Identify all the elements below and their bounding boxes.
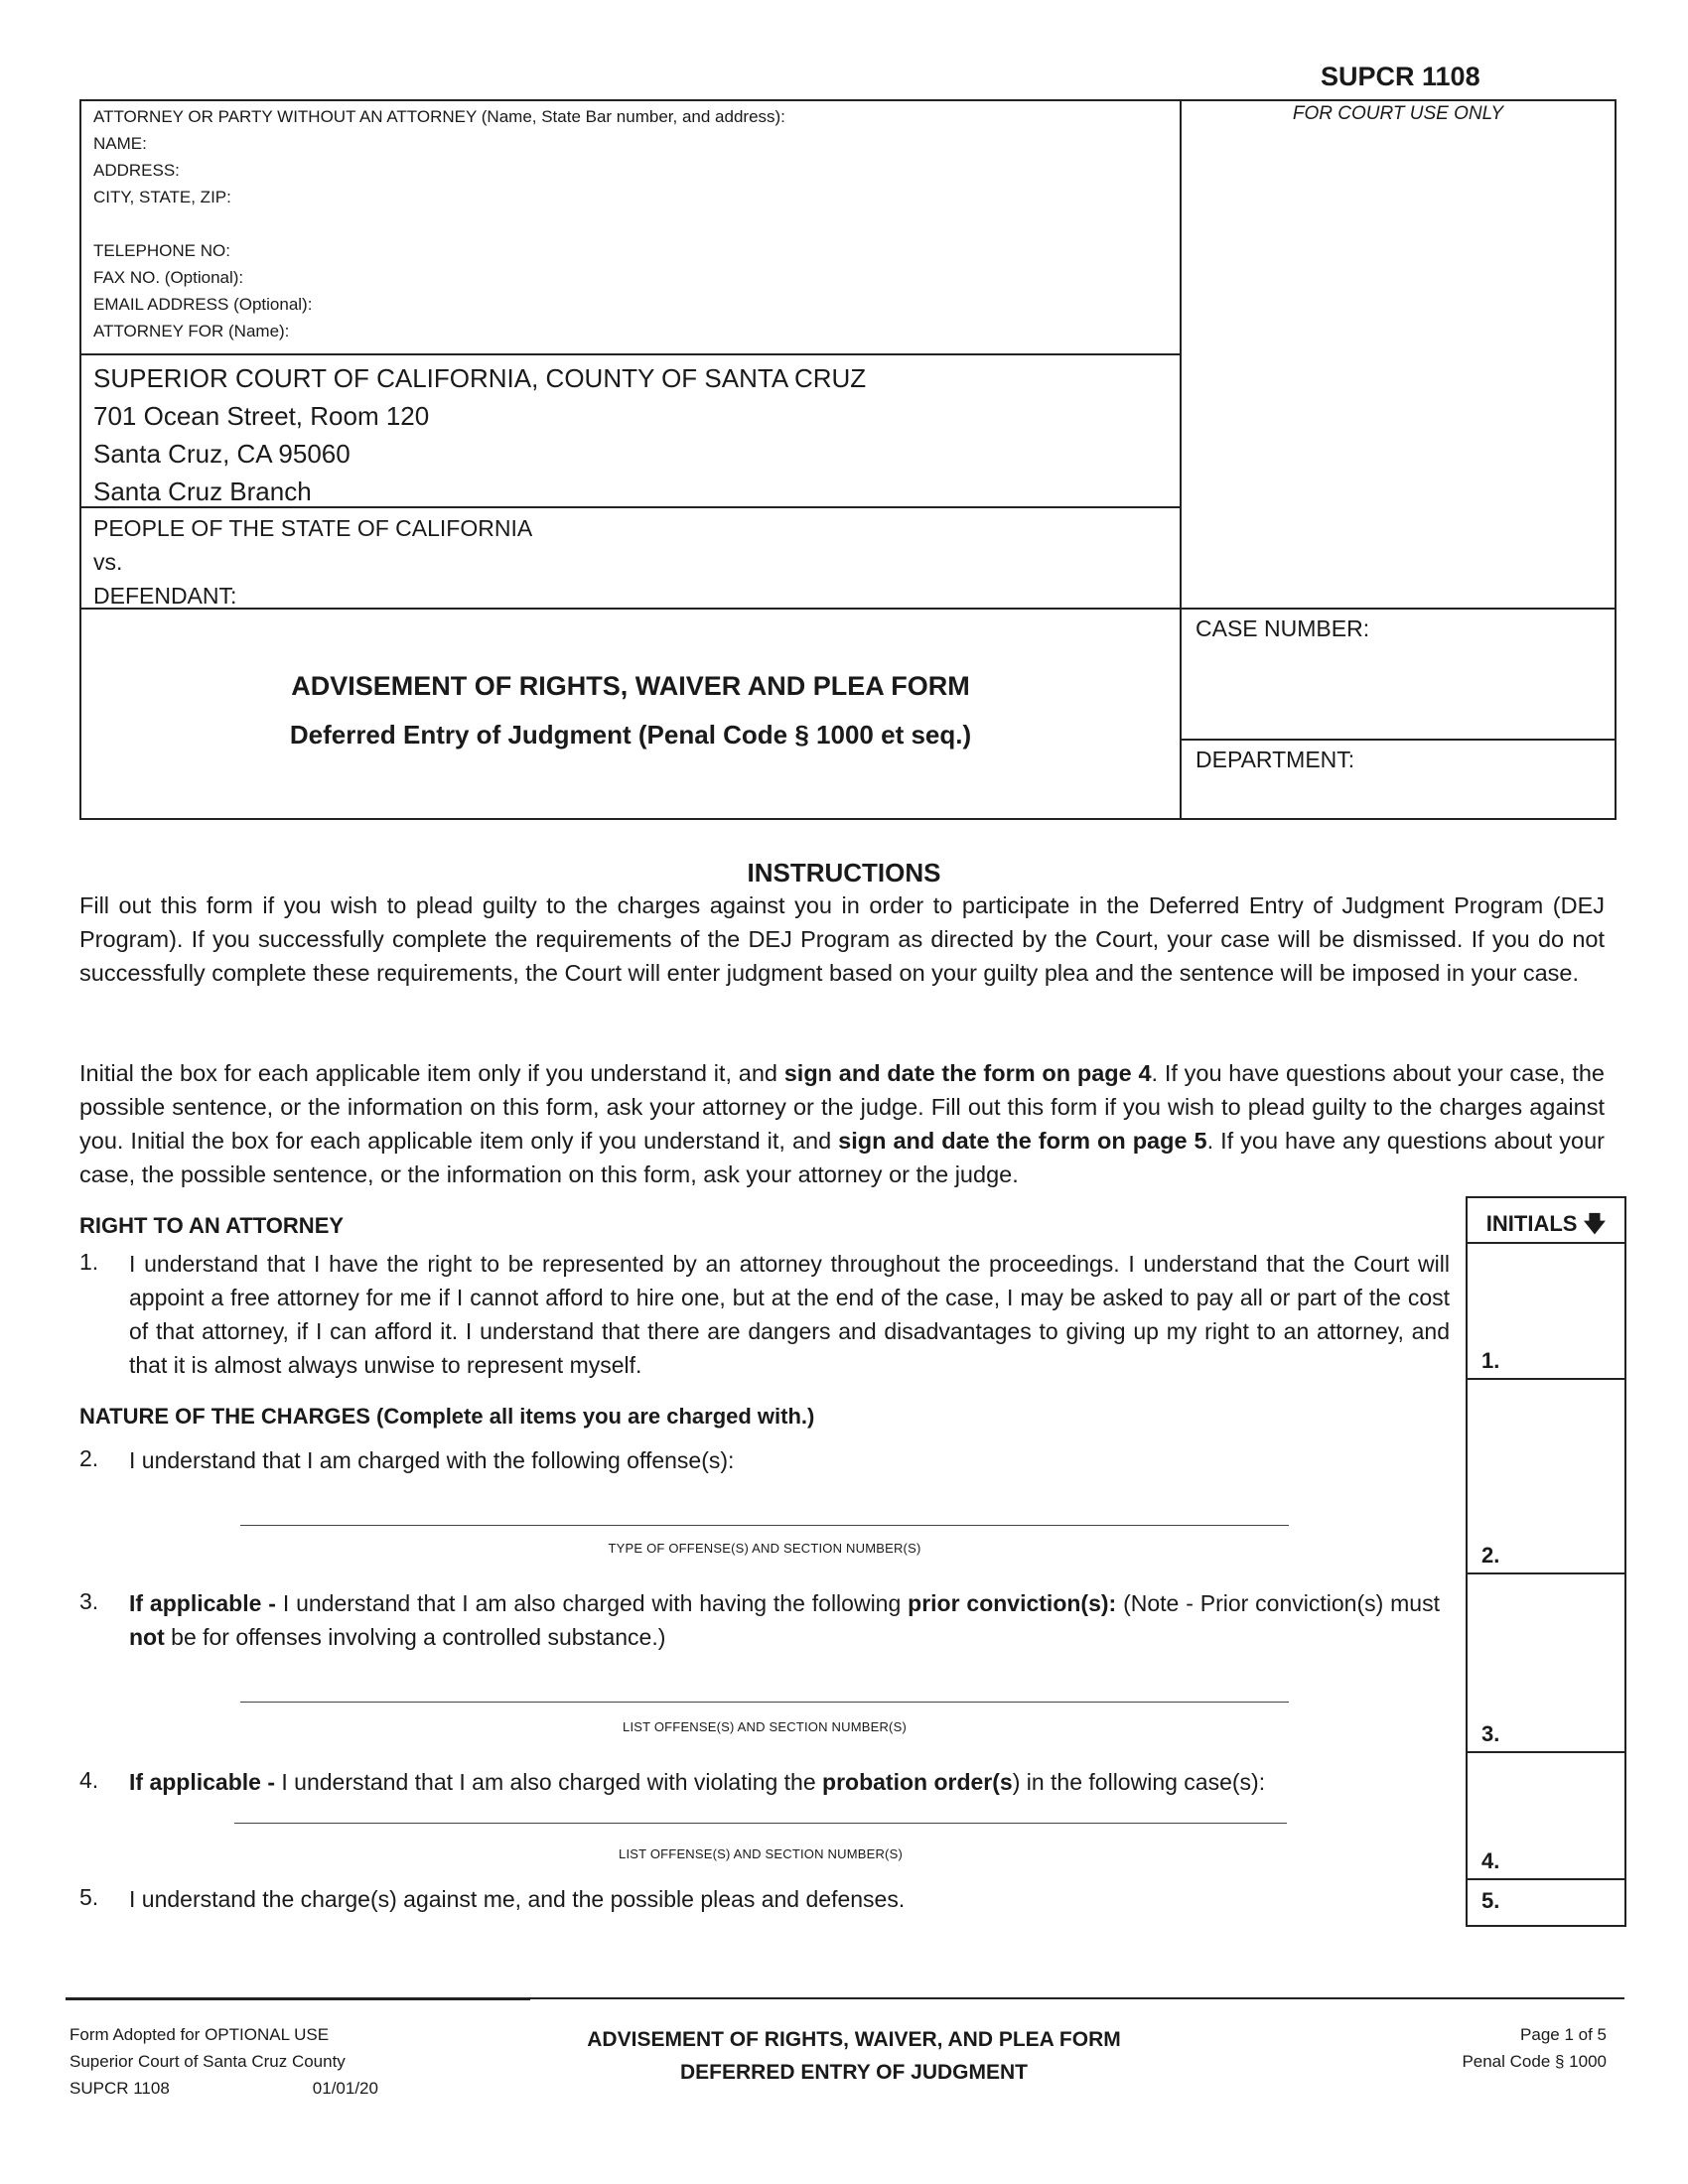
item-1-text: I understand that I have the right to be represented by an attorney throughout the proceedings. I understand that the Court will appoint a free attorney for me if I cannot afford to hire one, but at the end of the case, I may be asked to pay all or part of the cost of that attorney, if I can afford it. I understand that there are dangers and disadvantages to giving up my right to an attorney, and that it is almost always unwise to represent myself. [129, 1251, 1450, 1378]
initials-box-3[interactable]: 3. [1481, 1721, 1500, 1746]
attorney-block [93, 103, 785, 344]
item-number-3: 3. [79, 1588, 99, 1614]
form-number: SUPCR 1108 [1321, 62, 1480, 91]
item-number-4: 4. [79, 1767, 99, 1793]
attorney-email-field[interactable]: EMAIL ADDRESS (Optional): [93, 295, 313, 314]
initials-rule [1466, 1572, 1626, 1574]
attorney-city-field[interactable]: CITY, STATE, ZIP: [93, 188, 231, 206]
item-3-text: If applicable - I understand that I am also charged with having the following prior conviction(s): (Note - Prior conviction(s) must not be for offenses involving a controlled substance.) [129, 1590, 1440, 1650]
item-4-line-label: LIST OFFENSE(S) AND SECTION NUMBER(S) [619, 1846, 903, 1861]
item-5-text: I understand the charge(s) against me, and the possible pleas and defenses. [129, 1886, 906, 1912]
item-4-text: If applicable - I understand that I am also charged with violating the probation order(s) in the following case(s): [129, 1769, 1266, 1795]
court-name: SUPERIOR COURT OF CALIFORNIA, COUNTY OF SANTA CRUZ [93, 363, 867, 393]
case-number-field[interactable]: CASE NUMBER: [1196, 615, 1370, 641]
footer-center [516, 2023, 1192, 2089]
instructions-paragraph-2: Initial the box for each applicable item only if you understand it, and sign and date the form on page 4. If you have questions about your case, the possible sentence, or the information on this form, ask your attorney or the judge. Fill out this form if you wish to plead guilty to the charges against you. Initial the box for each applicable item only if you understand it, and sign and date the form on page 5. If you have any questions about your case, the possible sentence, or the information on this form, ask your attorney or the judge. [79, 1060, 1606, 1187]
instructions-heading: INSTRUCTIONS [747, 858, 941, 887]
arrow-down-icon: 🡇 [1583, 1211, 1607, 1236]
court-use-only-label: FOR COURT USE ONLY [1292, 103, 1504, 124]
footer-page-number: Page 1 of 5 [1520, 2025, 1607, 2044]
footer-court: Superior Court of Santa Cruz County [70, 2052, 346, 2071]
footer-rule-left [66, 1997, 530, 2000]
form-subtitle: Deferred Entry of Judgment (Penal Code § 1000 et seq.) [289, 720, 972, 750]
attorney-for-field[interactable]: ATTORNEY FOR (Name): [93, 322, 290, 341]
initials-box-5[interactable]: 5. [1481, 1888, 1500, 1913]
court-street: 701 Ocean Street, Room 120 [93, 401, 430, 431]
department-field[interactable]: DEPARTMENT: [1196, 747, 1355, 772]
initials-box-4[interactable]: 4. [1481, 1848, 1500, 1873]
footer-title-1: ADVISEMENT OF RIGHTS, WAIVER, AND PLEA FORM [587, 2028, 1121, 2051]
footer-left [70, 2021, 378, 2102]
footer-right [1370, 2021, 1607, 2075]
plaintiff: PEOPLE OF THE STATE OF CALIFORNIA [93, 515, 533, 541]
item-2-text: I understand that I am charged with the following offense(s): [129, 1447, 735, 1473]
court-info [93, 359, 866, 510]
footer-adopted: Form Adopted for OPTIONAL USE [70, 2025, 330, 2044]
instructions-paragraph-1: Fill out this form if you wish to plead guilty to the charges against you in order to participate in the Deferred Entry of Judgment Program (DEJ Program). If you successfully complete the requirements of the DEJ Program as directed by the Court, your case will be dismissed. If you do not successfully complete these requirements, the Court will enter judgment based on your guilty plea and the sentence will be imposed in your case. [79, 892, 1605, 986]
initials-box-2[interactable]: 2. [1481, 1543, 1500, 1568]
item-number-2: 2. [79, 1445, 99, 1471]
caption-divider-court [79, 353, 1180, 355]
item-2-offense-line[interactable] [240, 1525, 1289, 1526]
footer-penal-code: Penal Code § 1000 [1462, 2052, 1607, 2071]
attorney-telephone-field[interactable]: TELEPHONE NO: [93, 241, 230, 260]
footer-date: 01/01/20 [312, 2079, 378, 2098]
item-number-5: 5. [79, 1884, 99, 1910]
footer-title-2: DEFERRED ENTRY OF JUDGMENT [679, 2061, 1029, 2084]
footer-form-number: SUPCR 1108 [70, 2079, 170, 2098]
initials-rule [1466, 1378, 1626, 1380]
section-right-to-attorney: RIGHT TO AN ATTORNEY [79, 1213, 345, 1238]
versus: vs. [93, 549, 123, 575]
attorney-fax-field[interactable]: FAX NO. (Optional): [93, 268, 244, 287]
initials-header: INITIALS 🡇 [1485, 1211, 1607, 1236]
caption-divider-department [1180, 739, 1617, 741]
item-number-1: 1. [79, 1249, 99, 1275]
initials-rule [1466, 1878, 1626, 1880]
attorney-heading: ATTORNEY OR PARTY WITHOUT AN ATTORNEY (Name, State Bar number, and address): [93, 107, 785, 126]
item-2-line-label: TYPE OF OFFENSE(S) AND SECTION NUMBER(S) [608, 1541, 921, 1556]
parties [93, 511, 532, 613]
item-3-prior-conviction-line[interactable] [240, 1702, 1289, 1703]
defendant-field[interactable]: DEFENDANT: [93, 583, 237, 609]
attorney-address-field[interactable]: ADDRESS: [93, 161, 180, 180]
form-title: ADVISEMENT OF RIGHTS, WAIVER AND PLEA FORM [291, 671, 970, 701]
item-3-line-label: LIST OFFENSE(S) AND SECTION NUMBER(S) [623, 1719, 907, 1734]
initials-box-1[interactable]: 1. [1481, 1348, 1500, 1373]
attorney-name-field[interactable]: NAME: [93, 134, 147, 153]
court-city: Santa Cruz, CA 95060 [93, 439, 351, 469]
caption-divider-vertical [1180, 99, 1182, 820]
initials-rule [1466, 1751, 1626, 1753]
footer-rule-right [530, 1997, 1624, 1999]
initials-rule [1466, 1242, 1626, 1244]
item-4-probation-case-line[interactable] [234, 1823, 1287, 1824]
court-branch: Santa Cruz Branch [93, 477, 312, 506]
section-nature-of-charges: NATURE OF THE CHARGES (Complete all items you are charged with.) [79, 1404, 815, 1429]
